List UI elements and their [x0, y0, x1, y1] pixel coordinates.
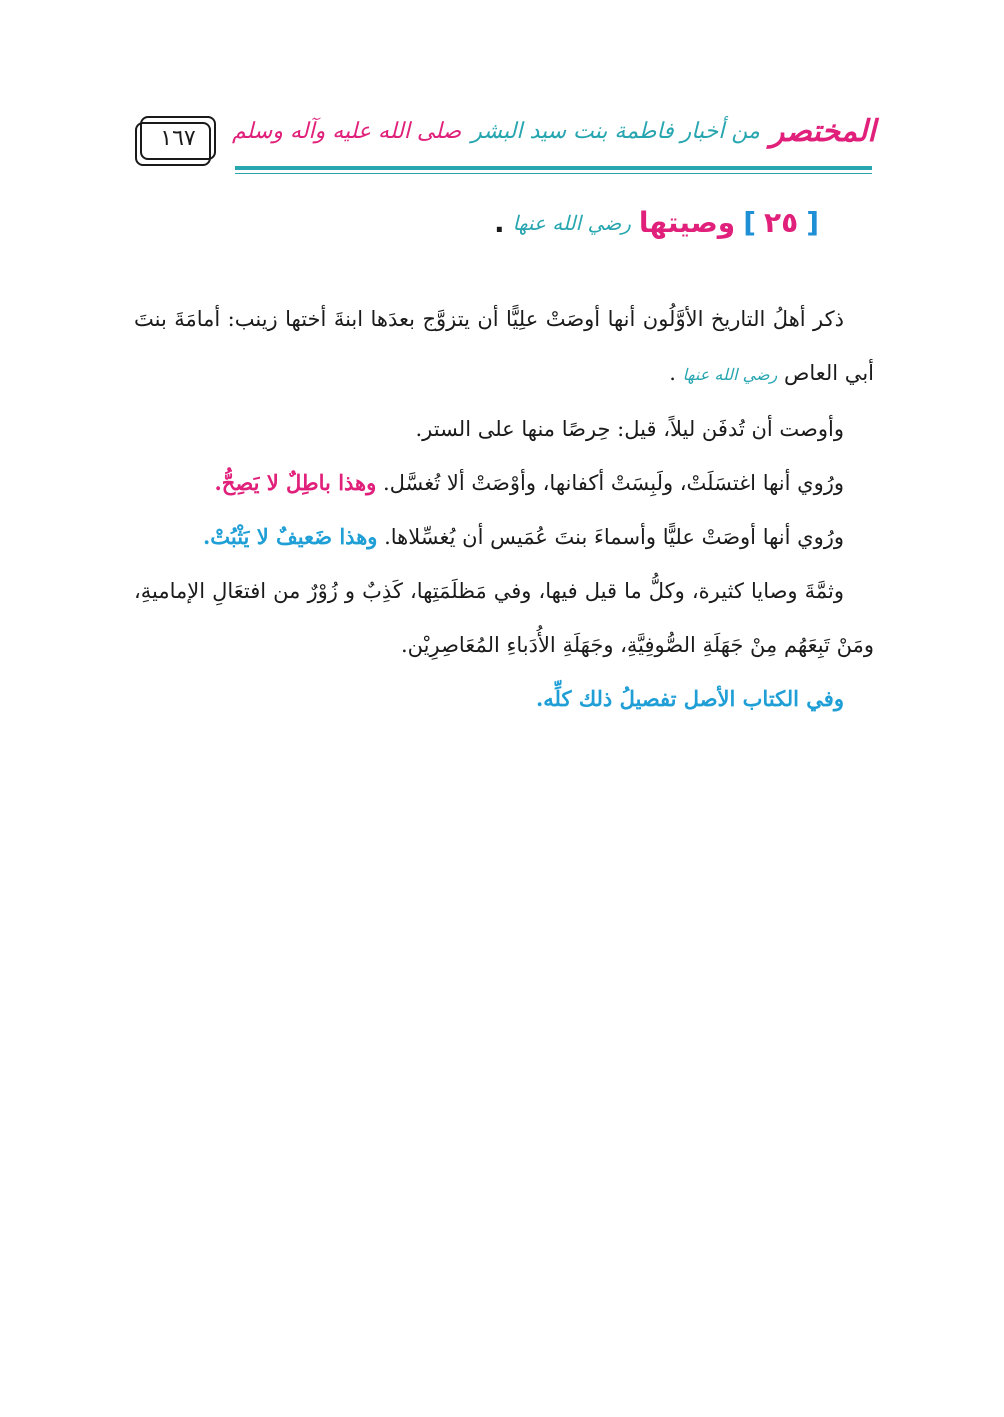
heading-close-bracket: ]	[743, 206, 757, 239]
paragraph-3-text: ورُوي أنها اغتسَلَتْ، ولَبِسَتْ أكفانها، وأوْصَتْ ألا تُغسَّل.	[382, 471, 844, 495]
page-number	[140, 116, 216, 160]
paragraph-4-verdict: وهذا ضَعيفٌ لا يَثْبُتْ.	[202, 524, 378, 549]
heading-title: وصيتها	[638, 206, 736, 239]
header-title-salutation: صلى الله عليه وآله وسلم	[232, 118, 462, 144]
paragraph-6-conclusion: وفي الكتاب الأصل تفصيلُ ذلك كلِّه.	[535, 686, 844, 711]
paragraph-1	[134, 292, 874, 402]
header-title-main: المختصر	[769, 113, 876, 149]
paragraph-1-text: ذكر أهلُ التاريخ الأوَّلُون أنها أوصَتْ علِيًّا أن يتزوَّج بعدَها ابنةَ أختها زينب: أمامَةَ بنتَ أبي العاص	[134, 307, 874, 385]
heading-honorific: رضي الله عنها	[512, 210, 631, 235]
heading-open-bracket: [	[806, 206, 819, 239]
heading-number: ٢٥	[764, 206, 799, 239]
paragraph-4-text: ورُوي أنها أوصَتْ عليًّا وأسماءَ بنتَ عُمَيس أن يُغسِّلاها.	[384, 525, 844, 549]
paragraph-2: وأوصت أن تُدفَن ليلاً، قيل: حِرصًا منها على الستر.	[415, 417, 844, 441]
page-number-label: ١٦٧	[160, 125, 196, 151]
header-divider-thin	[235, 173, 872, 174]
body-text	[134, 292, 874, 726]
paragraph-5: وثمَّةَ وصايا كثيرة، وكلُّ ما قيل فيها، وفي مَظلَمَتِها، كَذِبٌ و زُوْرٌ من افتعَالِ الإماميةِ، ومَنْ تَبِعَهُم مِنْ جَهَلَةِ الصُّوفِيَّةِ، وجَهَلَةِ الأُدَباءِ المُعَاصِرِيْن.	[134, 579, 874, 657]
header-divider	[235, 166, 872, 170]
section-heading	[494, 206, 819, 239]
running-header-title	[232, 98, 876, 164]
paragraph-1-honorific: رضي الله عنها	[682, 365, 778, 384]
paragraph-3	[134, 456, 874, 510]
paragraph-1-end: .	[669, 361, 676, 385]
heading-end-dot: .	[493, 206, 505, 239]
paragraph-3-verdict: وهذا باطِلٌ لا يَصِحُّ.	[214, 470, 377, 495]
paragraph-4	[134, 510, 874, 564]
header-title-subtitle: من أخبار فاطمة بنت سيد البشر	[471, 118, 760, 144]
